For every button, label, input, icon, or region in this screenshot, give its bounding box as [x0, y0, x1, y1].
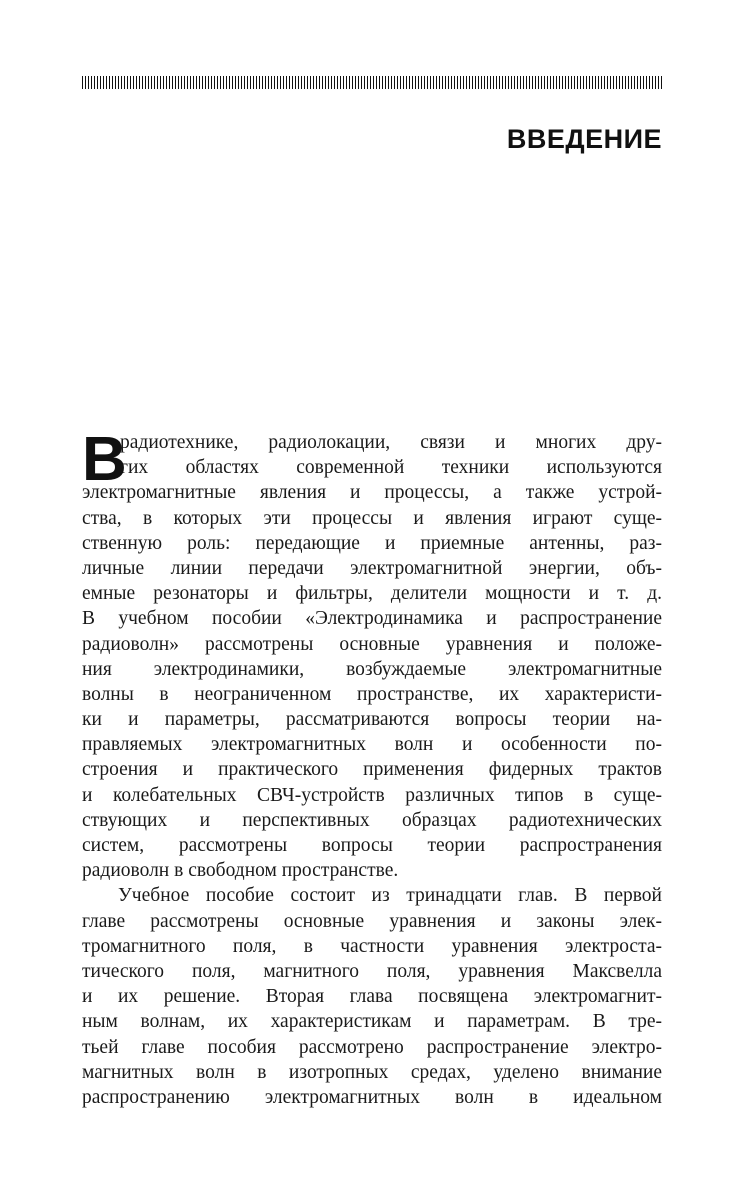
text-line: волны в неограниченном пространстве, их характеристи- [82, 683, 662, 705]
text-line: емные резонаторы и фильтры, делители мощности и т. д. [82, 583, 662, 605]
text-line: тромагнитного поля, в частности уравнения электроста- [82, 935, 662, 957]
paragraph-1 [82, 425, 662, 883]
text-line: радиоволн» рассмотрены основные уравнения и положе- [82, 633, 662, 655]
text-line: радиотехнике, радиолокации, связи и многих дру- [120, 432, 662, 453]
text-line: правляемых электромагнитных волн и особенности по- [82, 734, 662, 756]
text-line: тического поля, магнитного поля, уравнения Максвелла [82, 960, 662, 982]
drop-cap: В [82, 425, 127, 494]
text-line: тьей главе пособия рассмотрено распространение электро- [82, 1036, 662, 1058]
text-line: электромагнитные явления и процессы, а также устрой- [82, 482, 662, 504]
header-decorative-rule [82, 76, 662, 89]
text-line: ния электродинамики, возбуждаемые электромагнитные [82, 658, 662, 680]
text-line: распространению электромагнитных волн в идеальном [82, 1086, 662, 1108]
text-line: Учебное пособие состоит из тринадцати глав. В первой [118, 885, 662, 907]
text-line: магнитных волн в изотропных средах, уделено внимание [82, 1061, 662, 1083]
paragraph-2 [82, 883, 662, 1110]
text-line: ки и параметры, рассматриваются вопросы теории на- [82, 709, 662, 731]
text-line: гих областях современной техники используются [120, 457, 662, 479]
body-text [82, 425, 662, 1110]
text-line: систем, рассмотрены вопросы теории распространения [82, 835, 662, 856]
text-line: строения и практического применения фидерных трактов [82, 759, 662, 781]
text-line: ствующих и перспективных образцах радиотехнических [82, 809, 662, 831]
text-line: радиоволн в свободном пространстве. [82, 860, 399, 882]
chapter-title: ВВЕДЕНИЕ [506, 124, 662, 154]
text-line: личные линии передачи электромагнитной энергии, объ- [82, 557, 662, 579]
text-line: и колебательных СВЧ-устройств различных типов в суще- [82, 784, 662, 806]
text-line: главе рассмотрены основные уравнения и законы элек- [82, 910, 662, 932]
text-line: ным волнам, их характеристикам и параметрам. В тре- [82, 1011, 662, 1033]
text-line: ства, в которых эти процессы и явления играют суще- [82, 507, 662, 529]
text-line: ственную роль: передающие и приемные антенны, раз- [82, 532, 662, 554]
text-line: В учебном пособии «Электродинамика и распространение [82, 608, 662, 630]
text-line: и их решение. Вторая глава посвящена электромагнит- [82, 986, 662, 1008]
